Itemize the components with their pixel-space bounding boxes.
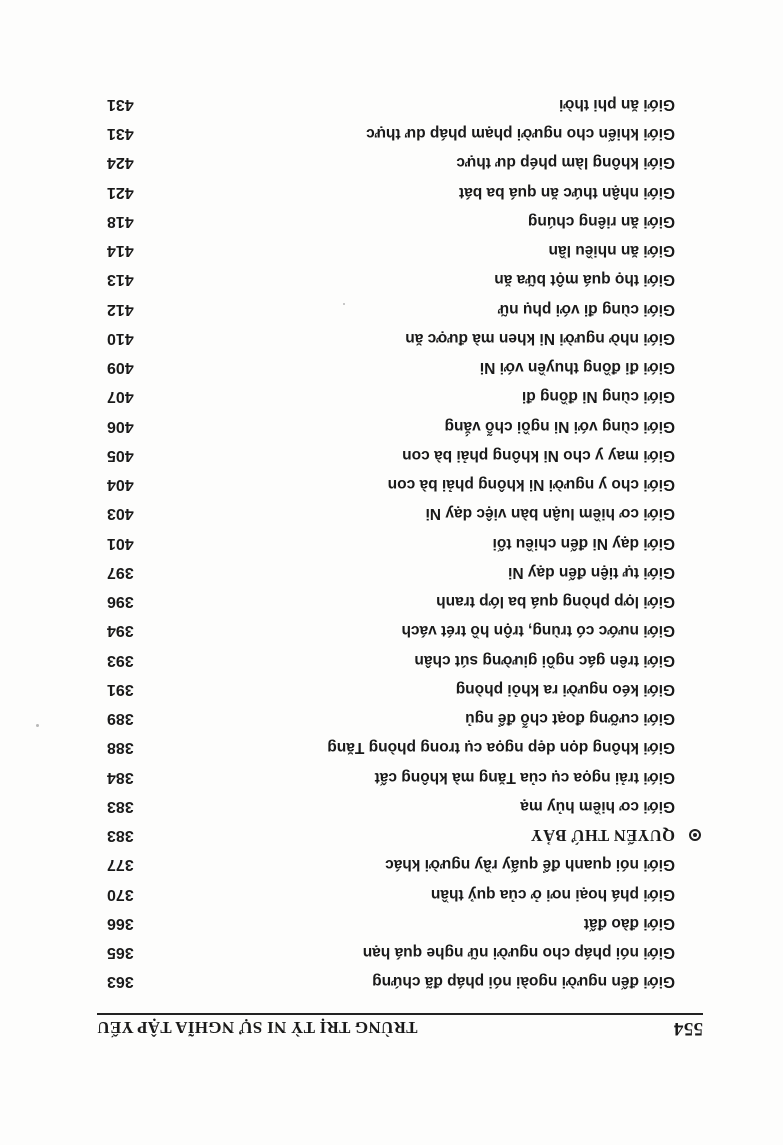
entry-title [401,621,675,639]
entry-page-number: 370 [107,885,134,903]
header-rule [97,1013,703,1015]
toc-entry [107,119,675,148]
entry-title [520,797,675,815]
entry-title-text: Giới trải ngọa cụ của Tăng mà không cất [374,768,675,786]
entry-title [522,387,675,405]
scan-speck [36,724,39,727]
toc-entry [107,645,675,674]
entry-title-text: Giới dạy Ni đến chiều tối [492,534,675,552]
entry-title-text: Giới khiến cho người phạm pháp dư thực [366,125,675,143]
entry-title [372,972,675,990]
entry-title [508,563,675,581]
entry-page-number: 418 [107,212,134,230]
section-heading-row [107,821,675,850]
entry-title [456,153,675,171]
entry-title-text: Giới ăn riêng chúng [527,212,675,230]
entry-page-number: 421 [107,183,134,201]
toc-entry [107,353,675,382]
entry-title [366,124,675,142]
entry-title-text: Giới trên gác ngồi giường sút chân [414,651,675,669]
entry-page-number: 401 [107,534,134,552]
entry-page-number: 391 [107,680,134,698]
toc-entry [107,294,675,323]
toc-entry [107,704,675,733]
entry-title-text: Giới nói quanh để quấy rầy người khác [385,856,675,874]
toc-entry [107,908,675,937]
entry-title-text: Giới lợp phòng quá ba lớp tranh [436,593,675,611]
toc-entry [107,762,675,791]
toc-entry [107,148,675,177]
entry-title-text: Giới ăn nhiều lần [548,242,675,260]
running-head [97,1017,703,1041]
entry-title [388,475,675,493]
toc-entry [107,236,675,265]
entry-page-number: 396 [107,593,134,611]
section-heading [530,825,675,845]
entry-page-number: 410 [107,329,134,347]
entry-page-number: 383 [107,827,134,845]
entry-title [375,768,675,786]
entry-title-text: Giới nước có trùng, trộn hồ trét vách [401,622,675,640]
toc-entry [107,967,675,996]
entry-page-number: 388 [107,739,134,757]
entry-page-number: 393 [107,651,134,669]
table-of-contents [107,89,675,996]
toc-entry [107,850,675,879]
entry-title [498,300,675,318]
toc-entry [107,411,675,440]
toc-entry [107,674,675,703]
entry-title [559,95,675,113]
entry-page-number: 394 [107,622,134,640]
toc-entry [107,879,675,908]
entry-title-text: Giới đi đồng thuyền với Ni [479,359,675,377]
entry-page-number: 405 [107,446,134,464]
entry-title-text: Giới kéo người ra khỏi phòng [455,680,675,698]
page-number: 554 [673,1018,703,1039]
entry-title-text: Giới phá hoại nơi ở của quỷ thần [430,885,675,903]
entry-title [363,943,675,961]
entry-title [405,329,675,347]
entry-title-text: Giới ăn phi thời [559,95,675,113]
toc-entry [107,440,675,469]
entry-page-number: 413 [107,271,134,289]
entry-page-number: 397 [107,563,134,581]
entry-title [402,446,675,464]
toc-entry [107,177,675,206]
entry-title-text: Giới không làm phép dư thực [456,154,675,172]
entry-title-text: Giới cơ hiềm luận bàn việc dạy Ni [425,505,675,523]
entry-title [431,885,675,903]
entry-title [445,417,675,435]
toc-entry [107,499,675,528]
toc-entry [107,733,675,762]
toc-entry [107,528,675,557]
entry-title-text: Giới nói pháp cho người nữ nghe quá hạn [362,944,675,962]
toc-entry [107,587,675,616]
entry-title [528,212,675,230]
entry-page-number: 383 [107,797,134,815]
entry-page-number: 431 [107,95,134,113]
entry-title-text: Giới nhận thức ăn quá ba bát [458,183,675,201]
entry-title [549,241,675,259]
entry-title-text: Giới nhờ người Ni khen mà được ăn [405,329,675,347]
entry-title-text: Giới đào đất [583,914,675,932]
entry-title [465,709,675,727]
entry-title-text: Giới cùng với Ni ngồi chỗ vắng [444,417,675,435]
toc-entry [107,616,675,645]
entry-title [426,504,675,522]
entry-title-text: Giới tự tiện đến dạy Ni [508,563,675,581]
entry-title [493,534,675,552]
entry-page-number: 414 [107,242,134,260]
entry-page-number: 384 [107,768,134,786]
entry-title [494,270,675,288]
entry-page-number: 431 [107,125,134,143]
entry-title-text: Giới cùng Ni đồng đi [521,388,675,406]
entry-title [459,183,675,201]
entry-title-text: Giới cơ hiềm hủy mạ [520,797,675,815]
toc-entry [107,470,675,499]
entry-page-number: 404 [107,476,134,494]
entry-page-number: 366 [107,914,134,932]
entry-title [480,358,675,376]
entry-title [414,651,675,669]
entry-page-number: 377 [107,856,134,874]
toc-entry [107,382,675,411]
entry-page-number: 363 [107,973,134,991]
running-head-title: TRÙNG TRỊ TỲ NI SỰ NGHĨA TẬP YẾU [97,1018,418,1037]
entry-title-text: Giới may y cho Ni không phải bà con [402,446,675,464]
entry-page-number: 365 [107,944,134,962]
entry-title-text: QUYỂN THỨ BẢY [530,826,675,846]
scan-speck [343,303,345,305]
entry-title-text: Giới cho y người Ni không phải bà con [387,476,675,494]
toc-entry [107,791,675,820]
entry-title-text: Giới cưỡng đoạt chỗ để ngủ [465,710,675,728]
entry-title [456,680,675,698]
entry-title-text: Giới không dọn dẹp ngọa cụ trong phòng Tăng [327,739,675,757]
entry-page-number: 412 [107,300,134,318]
entry-title [584,914,675,932]
entry-page-number: 407 [107,388,134,406]
entry-title [436,592,675,610]
entry-title-text: Giới đến người ngoài nói pháp đã chứng [372,973,675,991]
entry-title [385,855,675,873]
entry-title-text: Giới cùng đi với phụ nữ [497,300,675,318]
entry-page-number: 389 [107,710,134,728]
circled-dot-icon [689,829,701,841]
entry-page-number: 406 [107,417,134,435]
toc-entry [107,265,675,294]
toc-entry [107,938,675,967]
toc-entry [107,323,675,352]
entry-page-number: 403 [107,505,134,523]
entry-page-number: 424 [107,154,134,172]
entry-page-number: 409 [107,359,134,377]
toc-entry [107,206,675,235]
entry-title-text: Giới thọ quá một bữa ăn [494,271,675,289]
entry-title [327,738,675,756]
toc-entry [107,557,675,586]
toc-entry [107,89,675,118]
